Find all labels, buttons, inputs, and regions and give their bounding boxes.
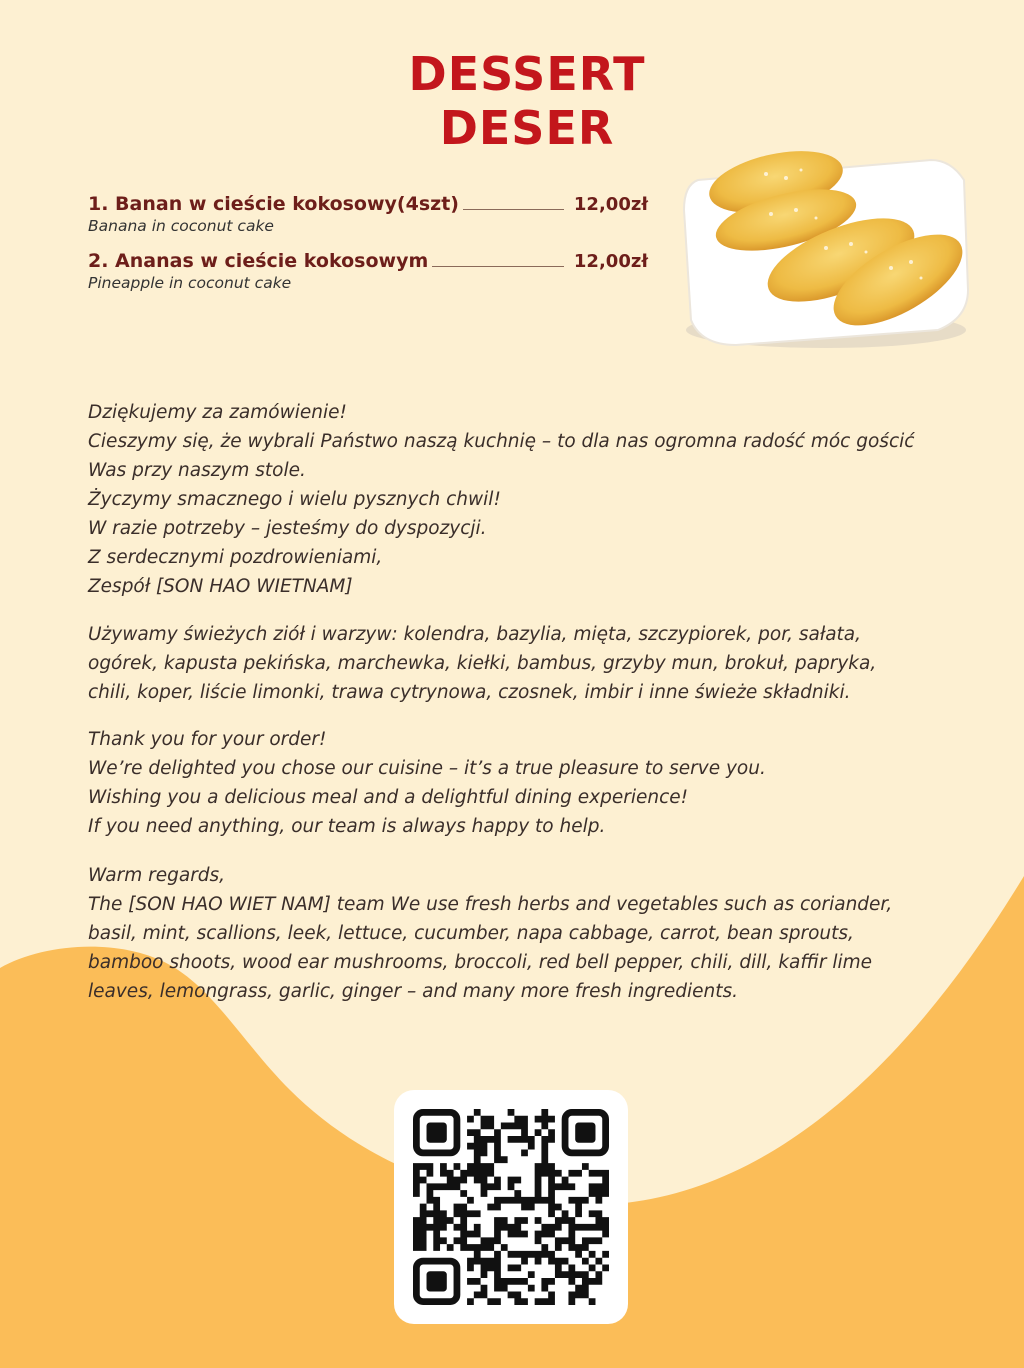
message-line: W razie potrzeby – jesteśmy do dyspozycji. — [88, 518, 487, 539]
ingredients-line: ogórek, kapusta pekińska, marchewka, kiełki, bambus, grzyby mun, brokuł, papryka, — [88, 653, 877, 674]
message-line: Thank you for your order! — [88, 729, 327, 750]
message-line: We’re delighted you chose our cuisine – it’s a true pleasure to serve you. — [88, 758, 766, 779]
menu-item-price: 12,00zł — [573, 251, 648, 272]
message-line: Was przy naszym stole. — [88, 460, 306, 481]
menu-item — [88, 193, 648, 250]
menu-item-name: 1. Banan w cieście kokosowy(4szt) — [88, 193, 459, 215]
page-title-polish: DESER — [439, 101, 615, 155]
closing-line: basil, mint, scallions, leek, lettuce, cucumber, napa cabbage, carrot, bean sprouts, — [88, 923, 854, 944]
message-line: Dziękujemy za zamówienie! — [88, 402, 347, 423]
fried-banana-dessert-photo — [676, 140, 976, 360]
ingredients-line: chili, koper, liście limonki, trawa cytrynowa, czosnek, imbir i inne świeże składniki. — [88, 682, 851, 703]
menu-item-translation: Banana in coconut cake — [88, 217, 274, 235]
message-line: If you need anything, our team is always happy to help. — [88, 816, 606, 837]
menu-item-price: 12,00zł — [573, 194, 648, 215]
closing-line: leaves, lemongrass, garlic, ginger – and many more fresh ingredients. — [88, 981, 739, 1002]
message-line: Zespół [SON HAO WIETNAM] — [88, 576, 353, 597]
english-thank-you-message — [88, 725, 938, 841]
dessert-menu — [88, 193, 648, 307]
qr-code-card[interactable] — [394, 1090, 628, 1324]
message-line: Z serdecznymi pozdrowieniami, — [88, 547, 383, 568]
closing-line: bamboo shoots, wood ear mushrooms, broccoli, red bell pepper, chili, dill, kaffir lime — [88, 952, 873, 973]
message-line: Cieszymy się, że wybrali Państwo naszą kuchnię – to dla nas ogromna radość móc gościć — [88, 431, 915, 452]
polish-ingredients-paragraph — [88, 620, 938, 707]
closing-line: Warm regards, — [88, 865, 226, 886]
menu-item — [88, 250, 648, 307]
message-line: Wishing you a delicious meal and a delightful dining experience! — [88, 787, 689, 808]
ingredients-line: Używamy świeżych ziół i warzyw: kolendra, bazylia, mięta, szczypiorek, por, sałata, — [88, 624, 862, 645]
polish-thank-you-message — [88, 398, 938, 601]
english-closing-paragraph — [88, 861, 938, 1006]
menu-item-translation: Pineapple in coconut cake — [88, 274, 292, 292]
leader-line — [432, 266, 564, 267]
qr-code-icon — [413, 1109, 609, 1305]
leader-line — [463, 209, 564, 210]
page-title-english: DESSERT — [408, 47, 646, 101]
message-line: Życzymy smacznego i wielu pysznych chwil! — [88, 489, 501, 510]
menu-item-name: 2. Ananas w cieście kokosowym — [88, 250, 429, 272]
closing-line: The [SON HAO WIET NAM] team We use fresh herbs and vegetables such as coriander, — [88, 894, 893, 915]
